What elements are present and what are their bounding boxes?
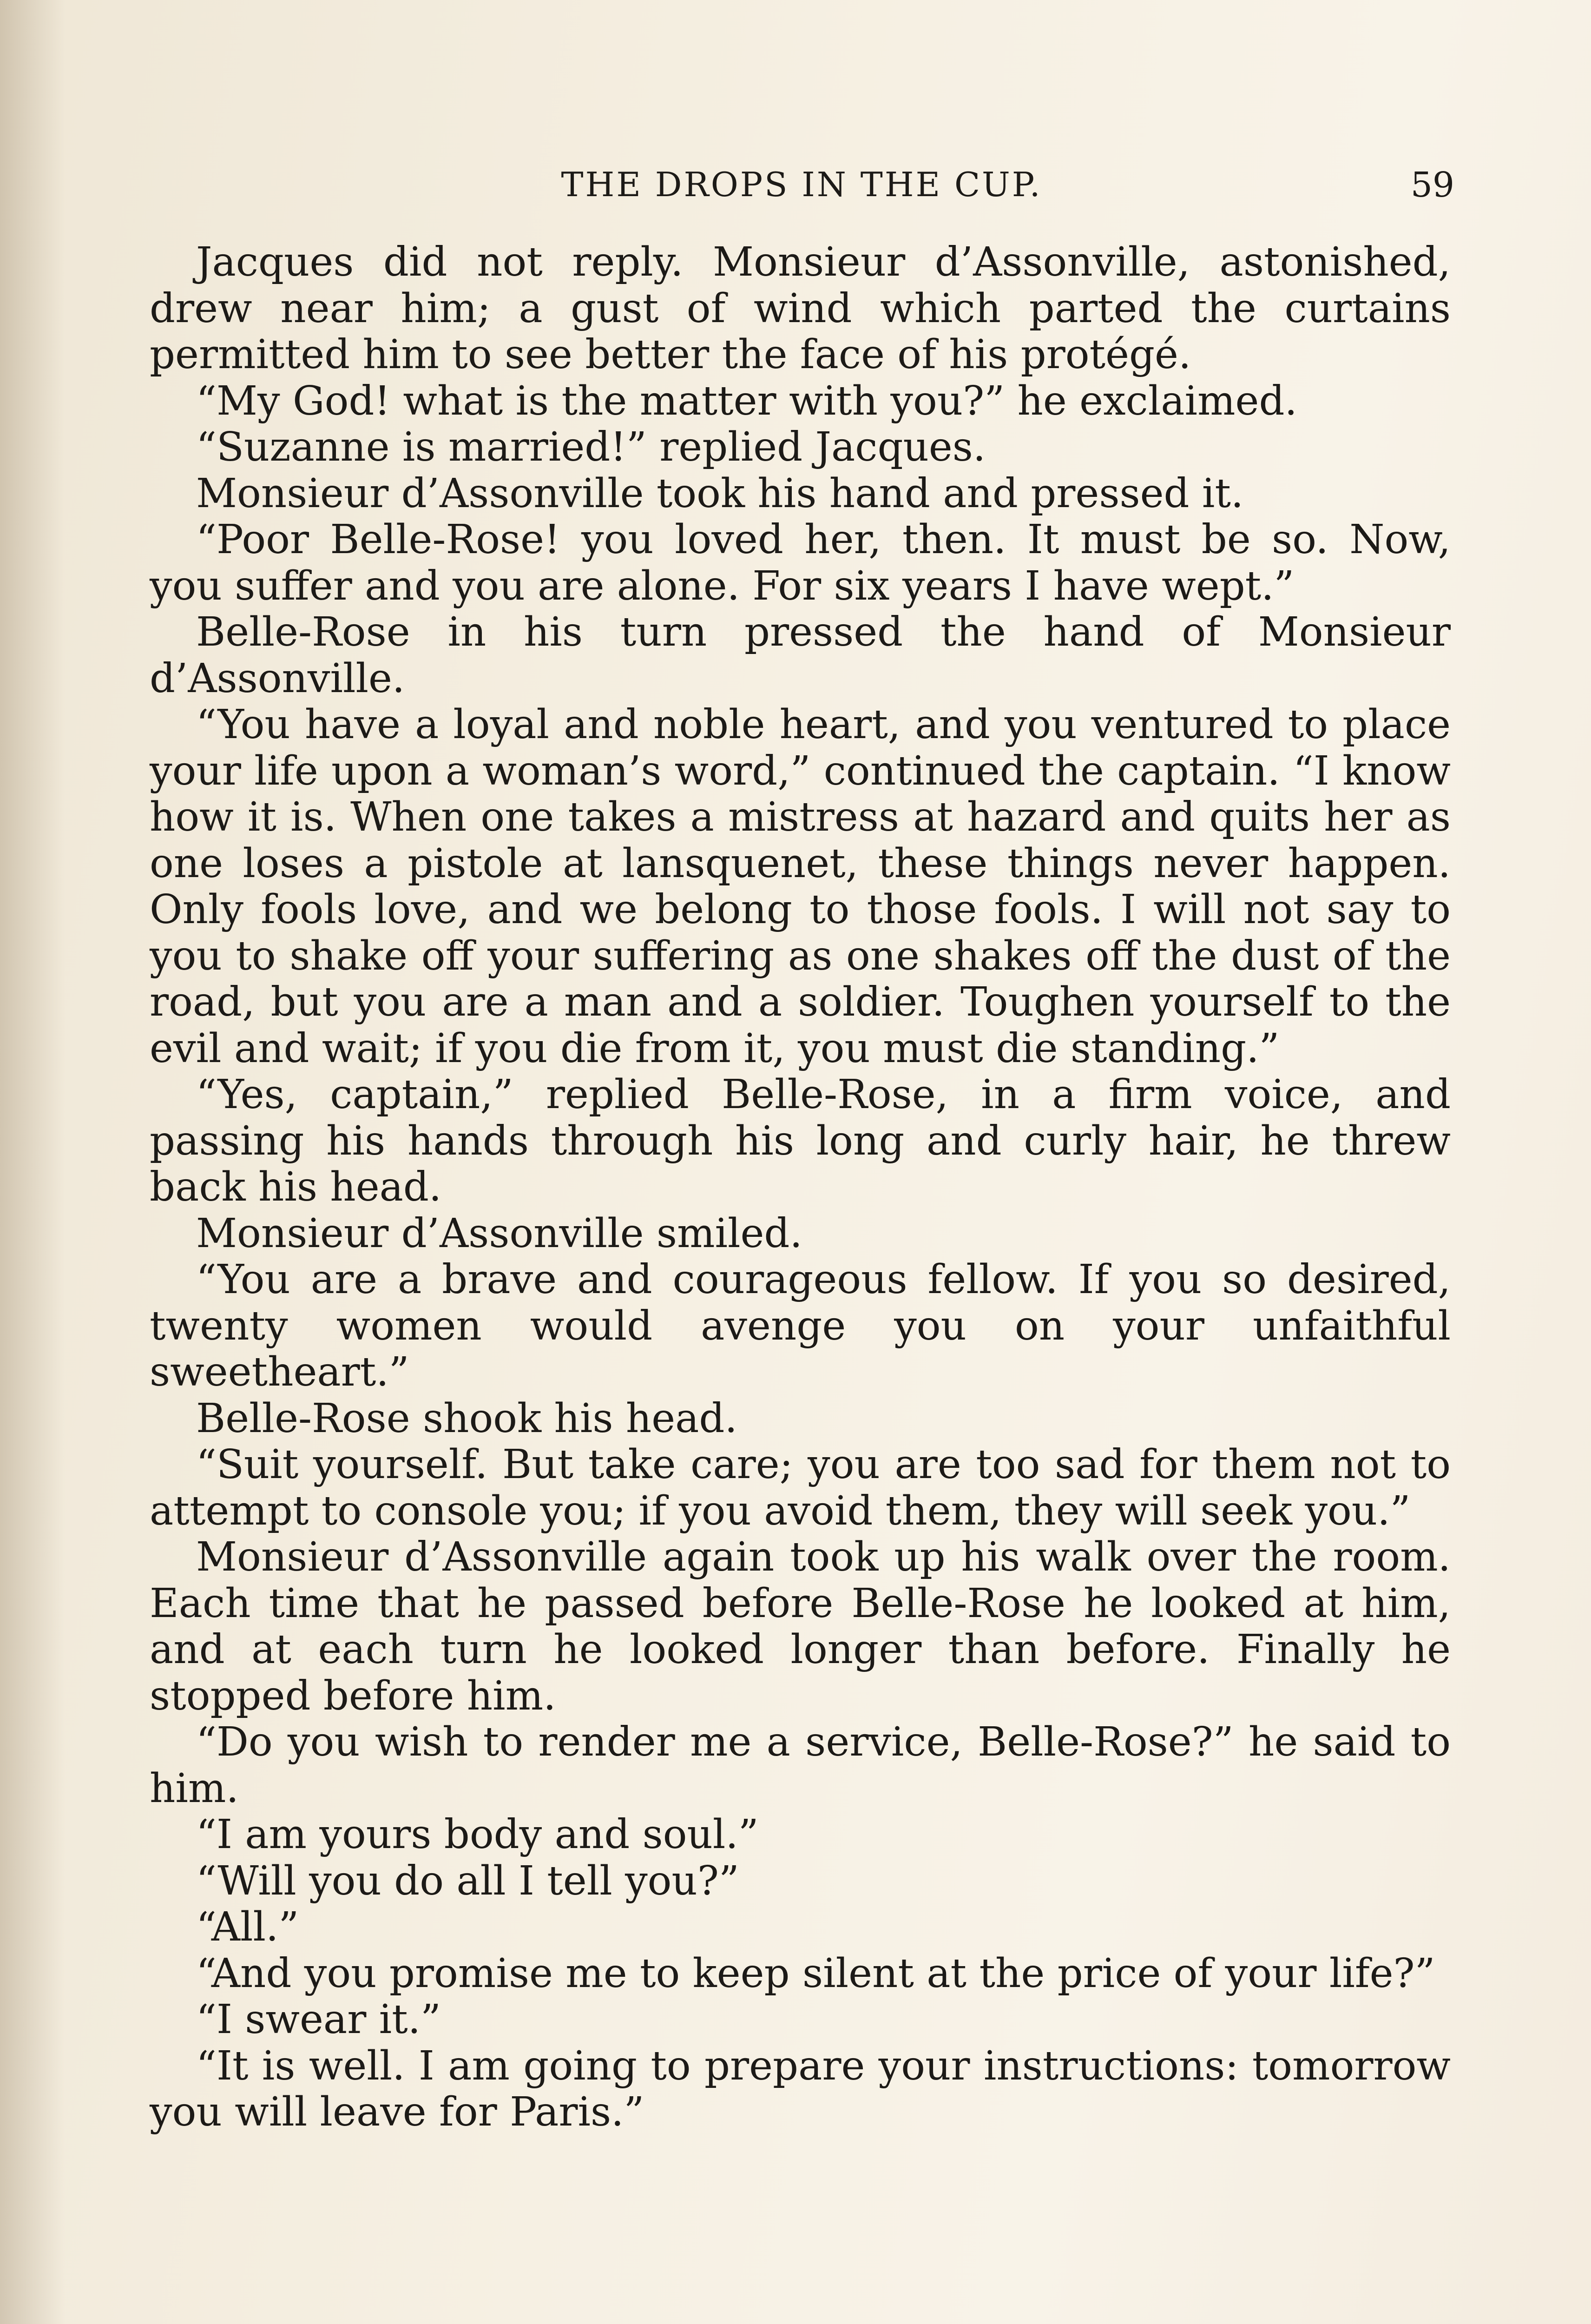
page-header xyxy=(149,165,1454,216)
paragraph: “I swear it.” xyxy=(196,1996,441,2043)
body-text xyxy=(150,239,1451,2136)
paragraph: “Do you wish to render me a service, Belle-Rose?” he said to him. xyxy=(150,1719,1451,1812)
paragraph: “Poor Belle-Rose! you loved her, then. It must be so. Now, you suffer and you are alone. For six years I have wept.” xyxy=(150,516,1451,609)
paragraph: Belle-Rose shook his head. xyxy=(196,1395,737,1442)
paragraph: Monsieur d’Assonville took his hand and pressed it. xyxy=(196,470,1244,517)
paragraph: “Yes, captain,” replied Belle-Rose, in a firm voice, and passing his hands through his long and curly hair, he threw back his head. xyxy=(150,1071,1451,1210)
paragraph: “Will you do all I tell you?” xyxy=(196,1857,739,1904)
page-edge-shadow xyxy=(0,0,65,2324)
paragraph: “I am yours body and soul.” xyxy=(196,1811,759,1858)
paragraph: “All.” xyxy=(196,1904,299,1950)
paragraph: Monsieur d’Assonville smiled. xyxy=(196,1210,802,1257)
paragraph: “Suzanne is married!” replied Jacques. xyxy=(196,424,986,470)
paragraph: “My God! what is the matter with you?” he exclaimed. xyxy=(196,377,1297,424)
running-head: THE DROPS IN THE CUP. xyxy=(561,165,1042,204)
paragraph: Monsieur d’Assonville again took up his walk over the room. Each time that he passed before Belle-Rose he looked at him, and at each turn he looked longer than before. Finally he stopped before him. xyxy=(150,1534,1451,1719)
paragraph: Jacques did not reply. Monsieur d’Assonville, astonished, drew near him; a gust of wind which parted the curtains permitted him to see better the face of his protégé. xyxy=(150,239,1451,378)
paragraph: “It is well. I am going to prepare your instructions: tomorrow you will leave for Paris.” xyxy=(150,2042,1451,2135)
page-number: 59 xyxy=(1410,165,1454,205)
paragraph: “Suit yourself. But take care; you are too sad for them not to attempt to console you; if you avoid them, they will seek you.” xyxy=(150,1441,1451,1534)
paragraph: “You have a loyal and noble heart, and you ventured to place your life upon a woman’s word,” continued the captain. “I know how it is. When one takes a mistress at hazard and quits her as one loses a pistole at lansquenet, these things never happen. Only fools love, and we belong to those fools. I will not say to you to shake off your suffering as one shakes off the dust of the road, but you are a man and a soldier. Toughen yourself to the evil and wait; if you die from it, you must die standing.” xyxy=(150,701,1451,1072)
paragraph: “You are a brave and courageous fellow. If you so desired, twenty women would avenge you on your unfaithful sweetheart.” xyxy=(150,1256,1451,1395)
paragraph: Belle-Rose in his turn pressed the hand of Monsieur d’Assonville. xyxy=(150,609,1451,702)
paragraph: “And you promise me to keep silent at the price of your life?” xyxy=(196,1950,1435,1997)
